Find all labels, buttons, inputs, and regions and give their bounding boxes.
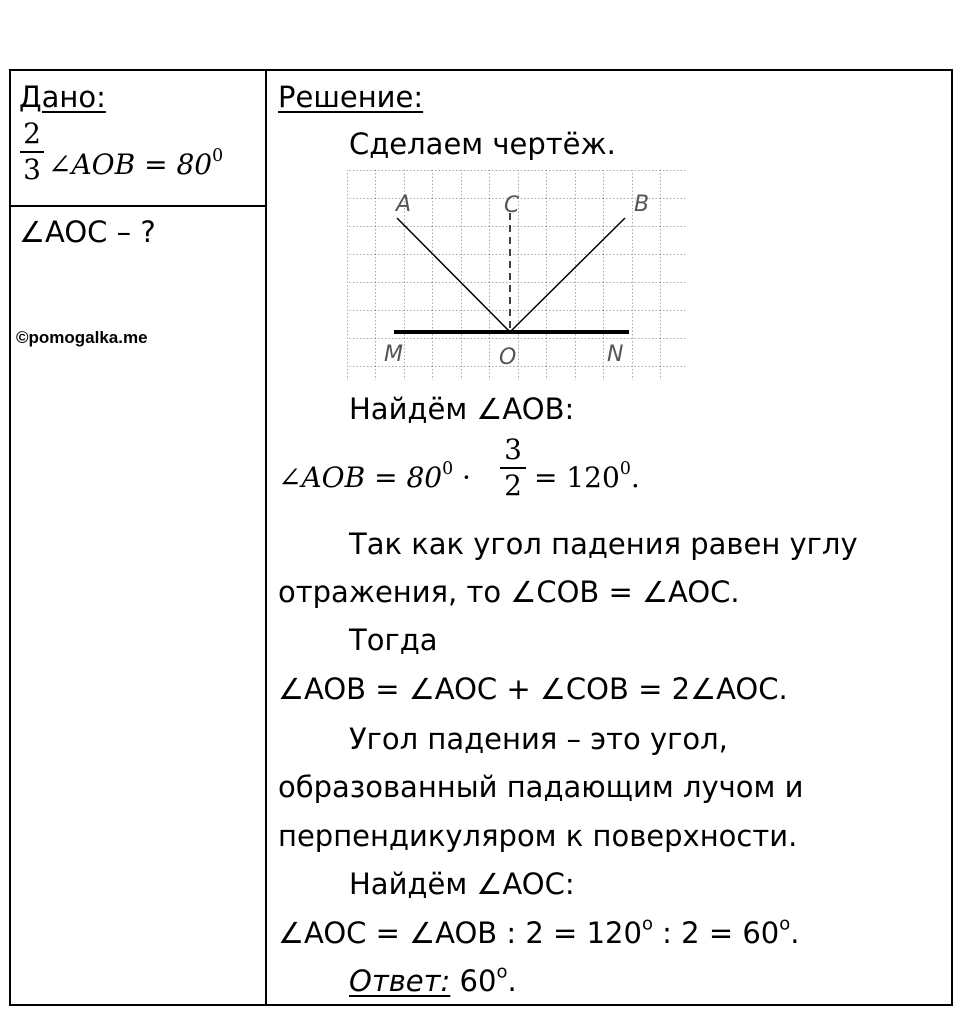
label-m: M: [384, 342, 403, 367]
formula-1-left: [278, 458, 471, 495]
given-fraction: [20, 118, 44, 186]
line-11-end: .: [790, 916, 800, 950]
formula-1-right-text: = 120: [534, 461, 620, 494]
answer-degree: o: [496, 961, 508, 983]
given-expression-degree: 0: [212, 145, 224, 166]
solution-line-11: [278, 913, 800, 950]
solution-line-8: образованный падающим лучом и: [278, 770, 804, 804]
solution-line-1: Сделаем чертёж.: [349, 127, 616, 161]
formula-1-fraction-numerator: 3: [504, 433, 522, 466]
solution-line-2: Найдём ∠AOB:: [349, 392, 575, 426]
label-n: N: [607, 342, 624, 367]
answer-line: [349, 961, 517, 998]
solution-line-9: перпендикуляром к поверхности.: [278, 819, 798, 853]
given-expression-main: ∠AOB = 80: [48, 148, 213, 181]
label-a: A: [396, 192, 412, 217]
solution-line-4: отражения, то ∠COB = ∠AOC.: [278, 575, 740, 609]
label-o: O: [499, 345, 517, 370]
solution-header: Решение:: [278, 80, 424, 114]
line-11-mid: : 2 = 60: [652, 916, 780, 950]
given-divider: [9, 205, 267, 207]
reflection-drawing: [342, 165, 687, 383]
formula-1-degree-2: 0: [619, 458, 631, 479]
formula-1-dot: ·: [453, 461, 471, 494]
formula-1-fraction: [500, 434, 526, 502]
solution-line-10: Найдём ∠AOC:: [349, 867, 575, 901]
label-b: B: [634, 192, 650, 217]
solution-line-7: Угол падения – это угол,: [349, 722, 728, 756]
answer-end: .: [507, 964, 517, 998]
solution-line-3: Так как угол падения равен углу: [349, 527, 858, 561]
given-expression: [48, 145, 224, 182]
answer-label: Ответ:: [349, 964, 451, 998]
formula-1-left-text: ∠AOB = 80: [278, 461, 443, 494]
formula-1-degree-1: 0: [442, 458, 454, 479]
watermark: ©pomogalka.me: [16, 328, 148, 347]
given-find: ∠AOC – ?: [19, 215, 156, 249]
formula-1-end: .: [630, 461, 640, 494]
given-fraction-denominator: 3: [23, 153, 41, 186]
given-header: Дано:: [19, 80, 106, 114]
line-11-degree-2: o: [779, 913, 791, 935]
solution-line-5: Тогда: [349, 623, 438, 657]
answer-value: 60: [450, 964, 497, 998]
line-11-main: ∠AOC = ∠AOB : 2 = 120: [278, 916, 642, 950]
line-11-degree-1: o: [641, 913, 653, 935]
solution-line-6: ∠AOB = ∠AOC + ∠COB = 2∠AOC.: [278, 672, 788, 706]
column-divider: [265, 69, 267, 1006]
given-fraction-numerator: 2: [23, 117, 41, 150]
formula-1-right: [534, 458, 640, 495]
formula-1-fraction-denominator: 2: [504, 469, 522, 502]
label-c: C: [504, 193, 520, 218]
